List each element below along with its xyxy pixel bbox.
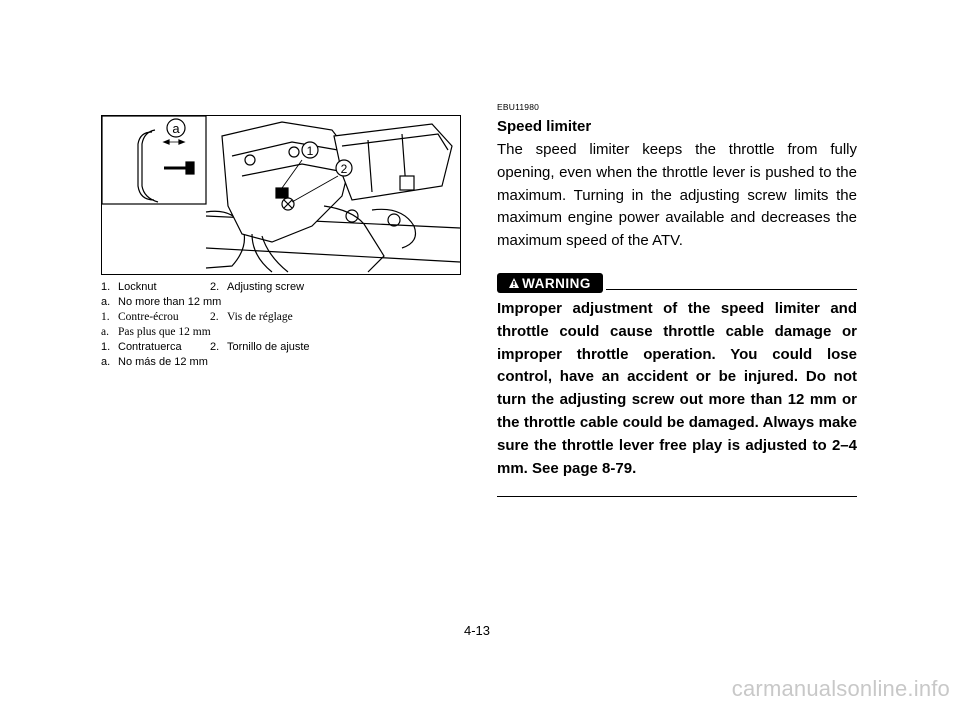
caption-letter: a. bbox=[101, 326, 109, 338]
speed-limiter-illustration bbox=[101, 115, 461, 275]
page-number: 4-13 bbox=[464, 623, 491, 638]
caption-english bbox=[101, 280, 481, 310]
caption-dimension: No more than 12 mm bbox=[118, 296, 222, 308]
inset-locknut bbox=[186, 162, 194, 174]
caption-number: 1. bbox=[101, 311, 110, 323]
caption-row bbox=[101, 340, 481, 355]
caption-row bbox=[101, 355, 481, 370]
callout-a-label: a bbox=[172, 121, 180, 136]
caption-number: 2. bbox=[210, 341, 220, 353]
caption-letter: a. bbox=[101, 296, 111, 308]
section-heading: Speed limiter bbox=[497, 118, 592, 135]
watermark: carmanualsonline.info bbox=[731, 676, 950, 701]
section-body: The speed limiter keeps the throttle from fully opening, even when the throttle lever is pushed to the maximum. Turning in the adjusting screw limits the maximum engine power available and decreases the maximum speed of the ATV. bbox=[497, 141, 857, 250]
caption-locknut: Locknut bbox=[118, 281, 157, 293]
caption-number: 1. bbox=[101, 281, 111, 293]
caption-row bbox=[101, 295, 481, 310]
caption-french bbox=[101, 310, 481, 340]
inset-detail-box bbox=[102, 116, 206, 204]
caption-locknut: Contratuerca bbox=[118, 341, 182, 353]
section-code: EBU11980 bbox=[497, 102, 540, 112]
warning-badge bbox=[497, 273, 603, 293]
caption-number: 1. bbox=[101, 341, 111, 353]
caption-spanish bbox=[101, 340, 481, 370]
caption-row bbox=[101, 325, 481, 340]
caption-adjusting-screw: Adjusting screw bbox=[227, 281, 305, 293]
locknut bbox=[276, 188, 288, 198]
caption-row bbox=[101, 280, 481, 295]
caption-row bbox=[101, 310, 481, 325]
warning-text: Improper adjustment of the speed limiter and throttle could cause throttle cable damage or improper throttle operation. You could lose control, have an accident or be injured. Do not turn the adjusting screw out more than 12 mm or the throttle cable could be damaged. Always make sure the throttle lever free play is adjusted to 2–4 mm. See page 8-79. bbox=[497, 300, 857, 477]
throttle-housing bbox=[222, 122, 352, 242]
callout-1-label: 1 bbox=[306, 144, 314, 158]
caption-adjusting-screw: Tornillo de ajuste bbox=[227, 341, 310, 353]
caption-letter: a. bbox=[101, 356, 111, 368]
warning-rule-top bbox=[606, 289, 857, 290]
caption-locknut: Contre-écrou bbox=[118, 311, 179, 323]
caption-dimension: Pas plus que 12 mm bbox=[118, 326, 211, 338]
brake-lever-mount bbox=[324, 206, 384, 272]
warning-rule-bottom bbox=[497, 496, 857, 497]
callout-2-label: 2 bbox=[340, 162, 348, 176]
master-cylinder bbox=[334, 124, 452, 200]
caption-adjusting-screw: Vis de réglage bbox=[227, 311, 293, 323]
caption-dimension: No más de 12 mm bbox=[118, 356, 208, 368]
caption-number: 2. bbox=[210, 311, 219, 323]
throttle-housing-drawing bbox=[102, 116, 460, 274]
caption-number: 2. bbox=[210, 281, 220, 293]
warning-icon bbox=[509, 278, 519, 288]
warning-label: WARNING bbox=[522, 275, 591, 291]
